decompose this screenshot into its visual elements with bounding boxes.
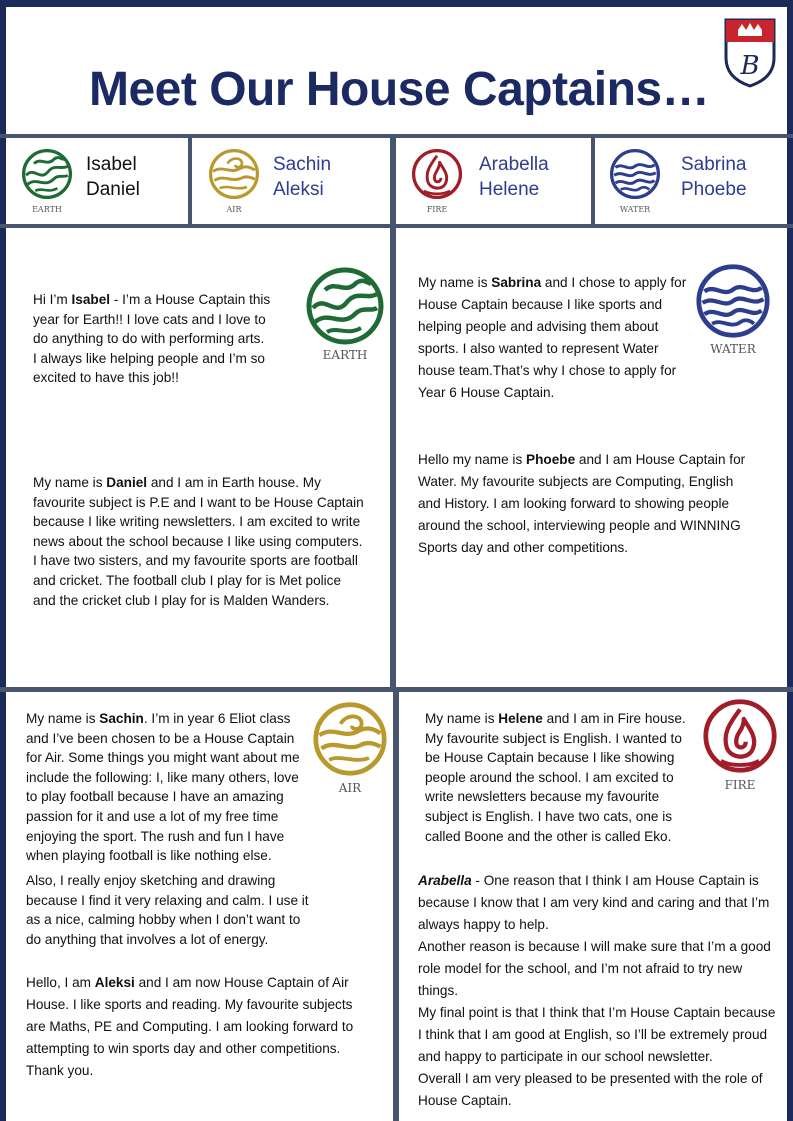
bio-phoebe: Hello my name is Phoebe and I am House Captain for Water. My favourite subjects are Computing, English and History. I am looking forward to showing people around the school, interviewing people and WINNING Sports day and other competitions. — [418, 452, 746, 555]
fire-large-icon — [700, 698, 780, 792]
air-captain-1: Sachin — [273, 154, 332, 175]
air-large-icon — [310, 701, 390, 795]
crest-letter: B — [740, 51, 760, 81]
house-air — [205, 148, 332, 219]
svg-text:WATER: WATER — [710, 342, 756, 356]
bio-isabel: Hi I’m Isabel - I’m a House Captain this year for Earth!! I love cats and I love to do anything to do with performing arts. I always like helping people and I’m so excited to have this job!! — [33, 292, 271, 386]
divider-center-top — [390, 134, 396, 691]
water-captain-1: Sabrina — [681, 154, 747, 175]
earth-icon — [18, 148, 76, 214]
house-water — [606, 148, 747, 219]
bio-sabrina: My name is Sabrina and I chose to apply for House Captain because I like sports and helping people and advising them about sports. I also wanted to represent Water house team.That’s why I chose to apply for Year 6 House Captain. — [418, 275, 687, 400]
earth-large-icon — [304, 266, 386, 362]
fire-captain-1: Arabella — [479, 154, 549, 175]
fire-icon — [408, 148, 466, 214]
name-arabella: Arabella — [418, 873, 472, 888]
bio-daniel: My name is Daniel and I am in Earth house. My favourite subject is P.E and I want to be House Captain because I like writing newsletters. I am excited to write news about the school because I like using computers. I have two sisters, and my favourite sports are football and cricket. The football club I play for is Met police and the cricket club I play for is Malden Wanders. — [33, 475, 364, 608]
arabella-para-2: Another reason is because I will make sure that I’m a good role model for the school, and I’m not afraid to try new things. — [418, 939, 771, 998]
name-sachin: Sachin — [99, 711, 144, 726]
bio-arabella — [418, 870, 780, 1112]
water-large-icon — [693, 263, 773, 357]
svg-text:AIR: AIR — [338, 781, 362, 795]
earth-captain-1: Isabel — [86, 154, 137, 175]
air-captain-2: Aleksi — [273, 179, 324, 200]
page-title: Meet Our House Captains… — [89, 63, 710, 116]
bio-aleksi: Hello, I am Aleksi and I am now House Captain of Air House. I like sports and reading. My favourite subjects are Maths, PE and Computing. I am looking forward to attempting to win sports day and other competitions. Thank you. — [26, 975, 354, 1078]
bio-sachin-hobby: Also, I really enjoy sketching and drawing because I find it very relaxing and calm. I use it as a nice, calming hobby when I don’t want to do anything that involves a lot of energy. — [26, 873, 309, 947]
divider-center-bottom — [393, 690, 399, 1121]
name-sabrina: Sabrina — [491, 275, 542, 290]
arabella-para-1: Arabella - One reason that I think I am House Captain is because I know that I am very kind and caring and that I’m always happy to help. — [418, 873, 770, 932]
water-captain-2: Phoebe — [681, 179, 747, 200]
name-phoebe: Phoebe — [526, 452, 576, 467]
svg-text:FIRE: FIRE — [724, 778, 756, 792]
divider-top — [0, 134, 793, 138]
svg-text:FIRE: FIRE — [426, 205, 448, 214]
svg-text:WATER: WATER — [619, 205, 651, 214]
school-crest-icon — [722, 16, 778, 88]
name-isabel: Isabel — [71, 292, 111, 307]
svg-text:AIR: AIR — [226, 205, 242, 214]
arabella-para-4: Overall I am very pleased to be presented with the role of House Captain. — [418, 1071, 763, 1108]
air-icon — [205, 148, 263, 214]
divider-header-1 — [188, 134, 192, 228]
svg-text:EARTH: EARTH — [32, 205, 62, 214]
house-earth — [18, 148, 140, 219]
fire-captain-2: Helene — [479, 179, 540, 200]
water-icon — [606, 148, 664, 214]
name-daniel: Daniel — [106, 475, 148, 490]
bio-helene: My name is Helene and I am in Fire house. My favourite subject is English. I wanted to be House Captain because I like showing people around the school. I am excited to write newsletters because my favourite subject is English. I have two cats, one is called Boone and the other is called Eko. — [425, 711, 686, 844]
svg-text:EARTH: EARTH — [322, 348, 368, 362]
bio-sachin: My name is Sachin. I’m in year 6 Eliot class and I’ve been chosen to be a House Captain for Air. Some things you might want about me include the following: I, like many others, love to play football because I have an amazing passion for it and use a lot of my free time enjoying the sport. The rush and fun I have when playing football is like nothing else. — [26, 711, 300, 864]
name-helene: Helene — [498, 711, 543, 726]
arabella-para-3: My final point is that I think that I’m House Captain because I think that I am good at English, so I’ll be extremely proud and happy to participate in our school newsletter. — [418, 1005, 776, 1064]
house-fire — [408, 148, 549, 219]
divider-header-bottom — [0, 224, 793, 228]
name-aleksi: Aleksi — [94, 975, 135, 990]
earth-captain-2: Daniel — [86, 179, 140, 200]
divider-header-3 — [591, 134, 595, 228]
